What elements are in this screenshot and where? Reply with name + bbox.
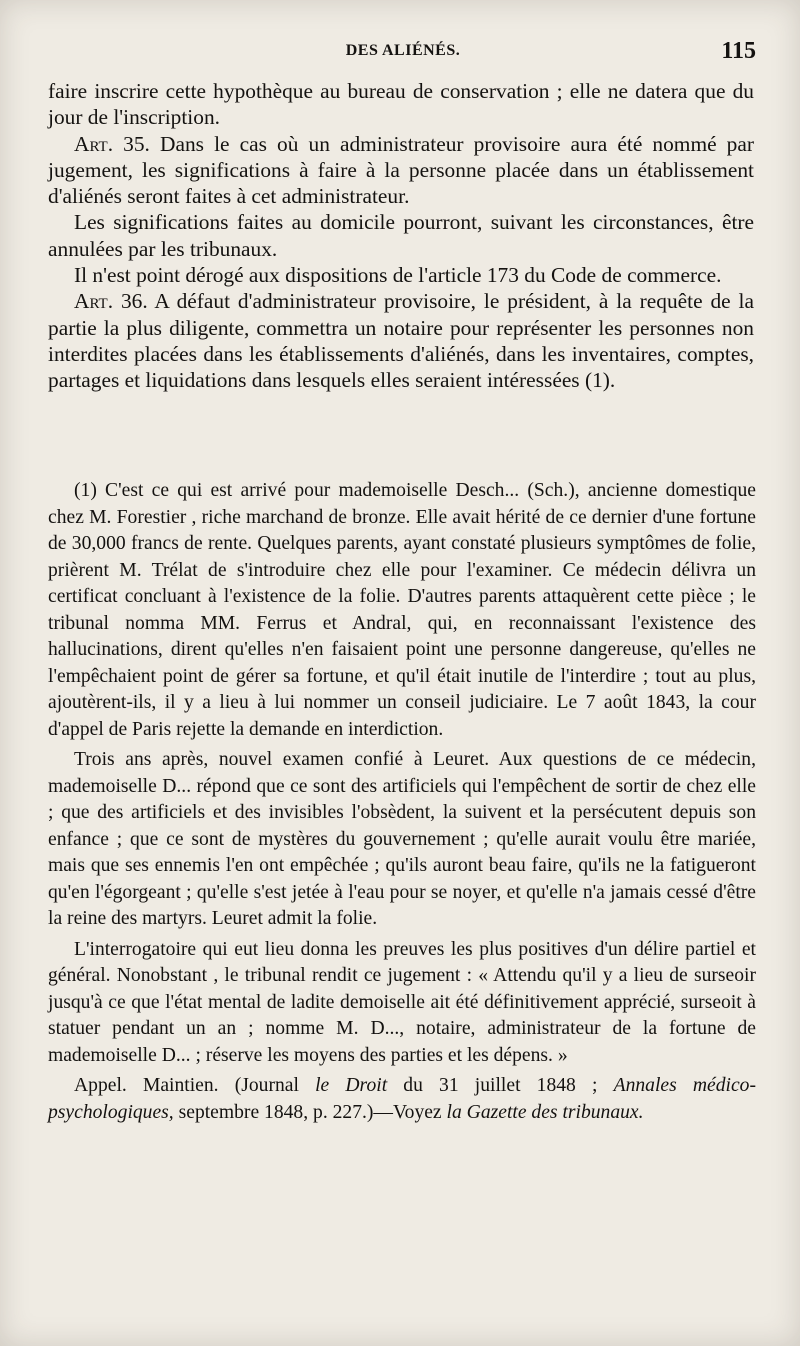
paragraph-code-commerce: Il n'est point dérogé aux dispositions de l'article 173 du Code de commerce.: [74, 263, 722, 288]
citation-text: septembre 1848, p. 227.)—Voyez: [173, 1101, 447, 1123]
citation-journal: le Droit: [315, 1075, 388, 1096]
footnote: [48, 478, 756, 1126]
paragraph-significations: Les significations faites au domicile pourront, suivant les circonstances, être annulées par les tribunaux.: [48, 210, 754, 261]
paragraph-mortgage: faire inscrire cette hypothèque au bureau de conservation ; elle ne datera que du jour de l'inscription.: [48, 79, 754, 130]
footnote-citation: [48, 1073, 756, 1126]
citation-text: Appel. Maintien. (Journal: [74, 1075, 316, 1096]
article-label: Art.: [74, 289, 114, 314]
article-35: [48, 131, 754, 210]
footnote-paragraph: (1) C'est ce qui est arrivé pour mademoiselle Desch... (Sch.), ancienne domestique chez M. Forestier , riche marchand de bronze. Elle avait hérité de ce dernier d'une fortune de 30,000 francs de rente. Quelques parents, ayant constaté plusieurs symptômes de folie, prièrent M. Trélat de s'introduire chez elle pour l'examiner. Ce médecin délivra un certificat concluant à l'existence de la folie. D'autres parents attaquèrent cette pièce ; le tribunal nomma MM. Ferrus et Andral, qui, en reconnaissant l'existence des hallucinations, dirent qu'elles n'en faisaient point une personne dangereuse, qu'elles ne l'empêchaient point de gérer sa fortune, et qu'il était inutile de l'interdire ; tout au plus, ajoutèrent-ils, il y a lieu à lui nommer un conseil judiciaire. Le 7 août 1843, la cour d'appel de Paris rejette la demande en interdiction.: [48, 480, 756, 740]
citation-journal: la Gazette des tribunaux.: [446, 1101, 644, 1123]
main-text: [48, 78, 754, 394]
footnote-paragraph: Trois ans après, nouvel examen confié à Leuret. Aux questions de ce médecin, mademoiselle D... répond que ce sont des artificiels qui l'empêchent de sortir de chez elle ; que des artificiels et des invisibles l'obsèdent, la suivent et la persécutent depuis son enfance ; que ce sont de mystères du gouvernement ; qu'elle aurait voulu être mariée, mais que ses ennemis l'en ont empêchée ; qu'ils auront beau faire, qu'ils ne la fatigueront qu'en l'égorgeant ; qu'elle s'est jetée à l'eau pour se noyer, et qu'elle n'a jamais cessé d'être la reine des martyrs. Leuret admit la folie.: [48, 749, 756, 929]
page-number: 115: [721, 38, 756, 64]
article-text: 35. Dans le cas où un administrateur provisoire aura été nommé par jugement, les significations à faire à la personne placée dans un établissement d'aliénés seront faites à cet administrateur.: [48, 131, 754, 209]
citation-journal: Annales médico-psychologiques,: [48, 1075, 756, 1123]
page-header: [46, 38, 760, 66]
footnote-paragraph: L'interrogatoire qui eut lieu donna les preuves les plus positives d'un délire partiel et général. Nonobstant , le tribunal rendit ce jugement : « Attendu qu'il y a lieu de surseoir jusqu'à ce que l'état mental de ladite demoiselle ait été définitivement apprécié, surseoit à statuer pendant un an ; nomme M. D..., notaire, administrateur de la fortune de mademoiselle D... ; réserve les moyens des parties et les dépens. »: [48, 938, 756, 1066]
article-label: Art.: [74, 131, 114, 156]
citation-text: du 31 juillet 1848 ;: [387, 1075, 614, 1096]
running-title: DES ALIÉNÉS.: [345, 42, 461, 59]
article-text: 36. A défaut d'administrateur provisoire, le président, à la requête de la partie la plus diligente, commettra un notaire pour représenter les personnes non interdites placées dans les établissements d'aliénés, dans les inventaires, comptes, partages et liquidations dans lesquels elles seraient intéressées (1).: [48, 289, 754, 393]
article-36: [48, 288, 754, 393]
